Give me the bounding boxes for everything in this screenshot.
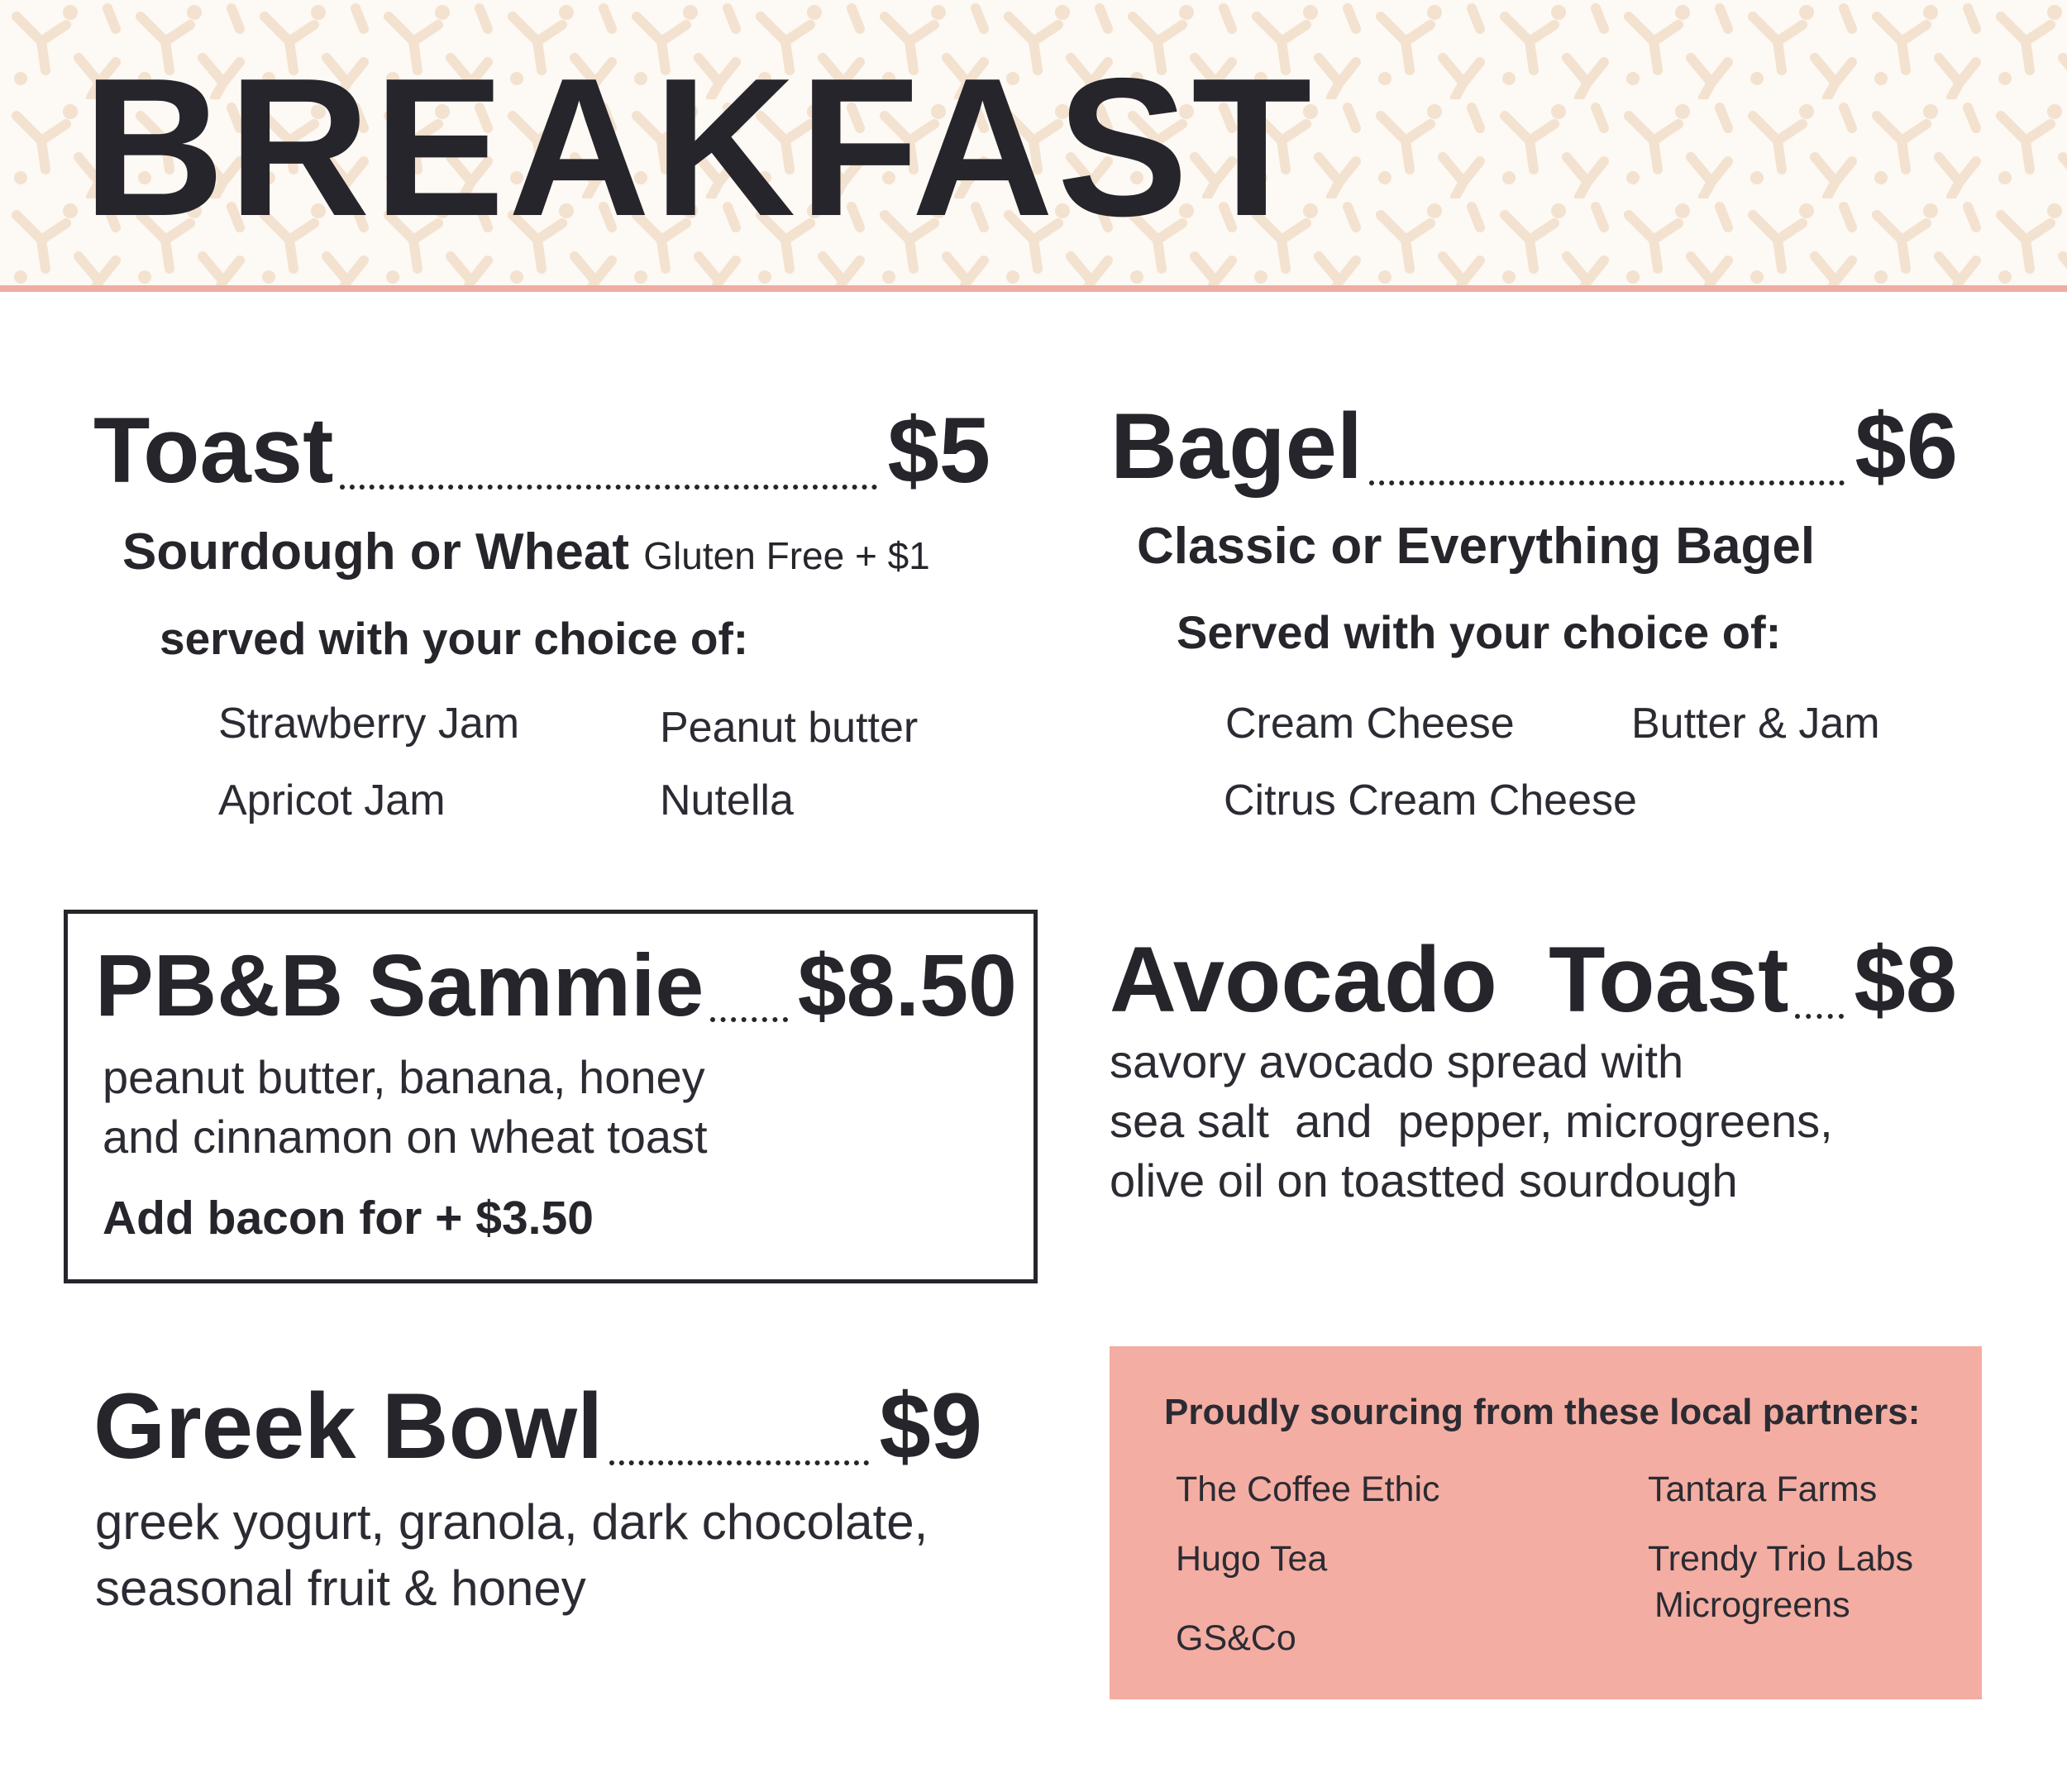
- pbb-description-line: and cinnamon on wheat toast: [103, 1111, 708, 1163]
- greek-description-line: seasonal fruit & honey: [95, 1560, 586, 1616]
- pbb-price: $8.50: [797, 937, 1017, 1035]
- bagel-leader-dots: [1369, 480, 1845, 485]
- bagel-option: Citrus Cream Cheese: [1224, 777, 1637, 824]
- partners-heading: Proudly sourcing from these local partners:: [1164, 1392, 1921, 1432]
- bagel-name: Bagel: [1110, 394, 1363, 498]
- avocado-price: $8: [1854, 928, 1957, 1031]
- toast-choice-label: served with your choice of:: [160, 613, 749, 664]
- greek-description-line: greek yogurt, granola, dark chocolate,: [95, 1494, 928, 1550]
- partner-name: The Coffee Ethic: [1176, 1469, 1440, 1509]
- partner-name: GS&Co: [1176, 1618, 1296, 1658]
- menu-header: [0, 0, 2067, 285]
- toast-gluten-note: Gluten Free + $1: [643, 534, 930, 577]
- toast-price: $5: [887, 399, 991, 502]
- toast-option: Apricot Jam: [218, 777, 446, 824]
- avocado-leader-dots: [1795, 1014, 1844, 1019]
- partner-name: Microgreens: [1654, 1585, 1850, 1625]
- pbb-heading: [95, 934, 1017, 1037]
- greek-heading: [93, 1373, 982, 1480]
- greek-leader-dots: [609, 1460, 869, 1465]
- pbb-description-line: peanut butter, banana, honey: [103, 1051, 705, 1103]
- bagel-price: $6: [1855, 394, 1958, 498]
- bagel-variety: Classic or Everything Bagel: [1137, 518, 1816, 575]
- toast-option: Strawberry Jam: [218, 700, 520, 748]
- partner-name: Tantara Farms: [1648, 1469, 1878, 1509]
- partner-name: Trendy Trio Labs: [1648, 1539, 1914, 1579]
- avocado-description-line: sea salt and pepper, microgreens,: [1110, 1095, 1833, 1147]
- toast-leader-dots: [340, 485, 877, 490]
- toast-heading: [93, 397, 991, 504]
- pbb-name: PB&B Sammie: [95, 937, 704, 1035]
- bagel-choice-label: Served with your choice of:: [1177, 606, 1782, 658]
- partner-name: Hugo Tea: [1176, 1539, 1328, 1579]
- greek-price: $9: [879, 1374, 982, 1478]
- greek-name: Greek Bowl: [93, 1374, 604, 1478]
- bagel-heading: [1110, 393, 1958, 500]
- avocado-heading: [1110, 926, 1957, 1034]
- toast-option: Peanut butter: [660, 704, 919, 752]
- toast-bread: Sourdough or Wheat: [122, 523, 630, 581]
- pbb-leader-dots: [710, 1017, 787, 1022]
- avocado-name: Avocado Toast: [1110, 928, 1789, 1031]
- toast-name: Toast: [93, 399, 334, 502]
- toast-bread-line: [122, 521, 930, 587]
- avocado-description-line: savory avocado spread with: [1110, 1035, 1684, 1087]
- avocado-description-line: olive oil on toastted sourdough: [1110, 1154, 1738, 1207]
- menu-title: BREAKFAST: [83, 38, 1315, 257]
- toast-option: Nutella: [660, 777, 794, 824]
- pbb-addon: Add bacon for + $3.50: [103, 1192, 594, 1245]
- bagel-option: Butter & Jam: [1631, 700, 1880, 748]
- bagel-option: Cream Cheese: [1225, 700, 1515, 748]
- header-divider: [0, 285, 2067, 292]
